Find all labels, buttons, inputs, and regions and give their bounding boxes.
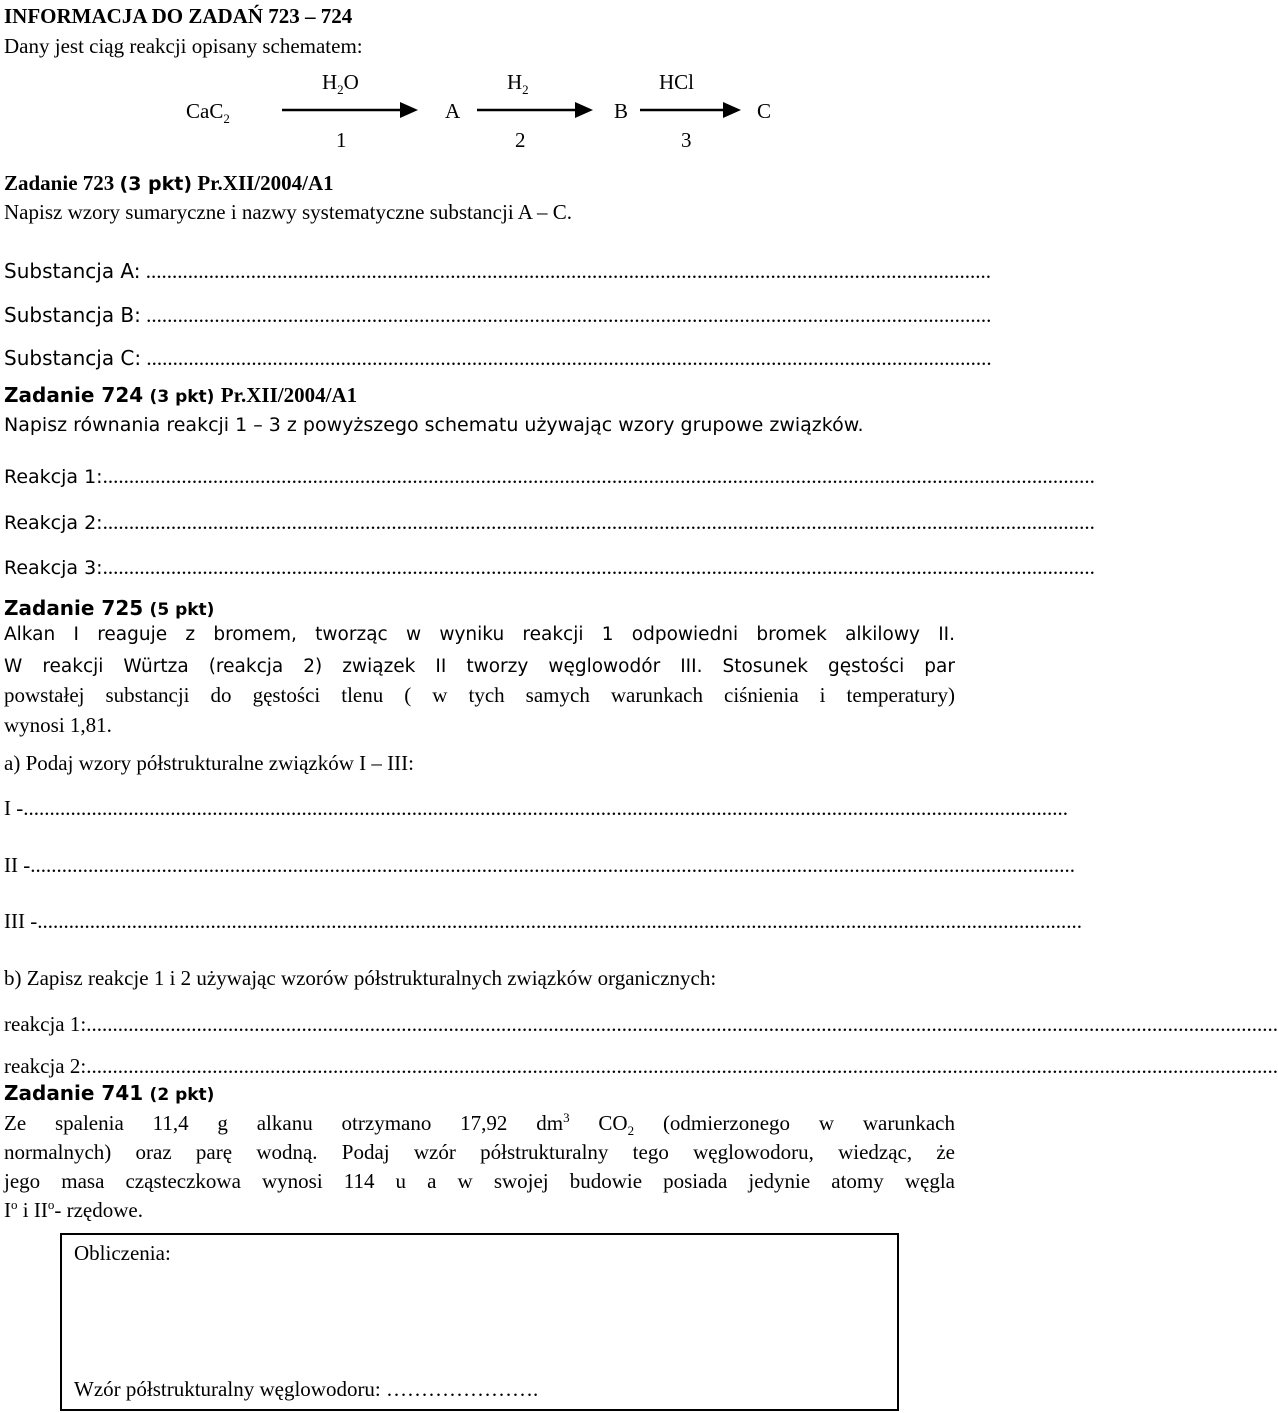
task725-part-b: b) Zapisz reakcje 1 i 2 używając wzorów półstrukturalnych związków organicznych: xyxy=(4,966,717,990)
answer-line[interactable]: Substancja B: ................................................................................................................................................................. xyxy=(4,303,992,327)
product-a: A xyxy=(445,99,461,123)
task741-line-3: jego masa cząsteczkowa wynosi 114 u a w swojej budowie posiada jedynie atomy węgla xyxy=(4,1169,955,1193)
step-1: 1 xyxy=(336,128,347,152)
product-c: C xyxy=(757,99,772,123)
arrow-1 xyxy=(282,102,418,118)
task741-line-4: $I^o$ i $II^o-$ rzędowe. xyxy=(4,1197,143,1222)
task741-line-1: Ze spalenia 11,4 g alkanu otrzymano 17,92 $dm^3$ $CO_2$ (odmierzonego w warunkach xyxy=(4,1110,955,1139)
answer-line[interactable]: Substancja A: ................................................................................................................................................................. xyxy=(4,259,991,283)
answer-line[interactable]: Reakcja 2:............................................................................................................................................................................................. xyxy=(4,510,1095,534)
info-intro: Dany jest ciąg reakcji opisany schematem: xyxy=(4,34,363,58)
box-label: Obliczenia: xyxy=(74,1241,171,1265)
task741-header: Zadanie 741 (2 pkt) xyxy=(4,1081,215,1105)
task724-prompt: Napisz równania reakcji 1 – 3 z powyższego schematu używając wzory grupowe związków. xyxy=(4,414,864,436)
answer-line[interactable]: Reakcja 1:............................................................................................................................................................................................. xyxy=(4,464,1095,488)
answer-line[interactable]: Reakcja 3:............................................................................................................................................................................................. xyxy=(4,555,1095,579)
step-3: 3 xyxy=(681,128,692,152)
task723-prompt: Napisz wzory sumaryczne i nazwy systematyczne substancji A – C. xyxy=(4,200,573,224)
task725-line-4: wynosi 1,81. xyxy=(4,713,112,737)
answer-line[interactable]: reakcja 2:................................................................................................................................................................................................................................... xyxy=(4,1054,1278,1078)
reagent-3: HCl xyxy=(659,70,695,94)
task725-line-1: Alkan I reaguje z bromem, tworząc w wyniku reakcji 1 odpowiedni bromek alkilowy II. xyxy=(4,624,955,645)
step-2: 2 xyxy=(515,128,526,152)
task725-line-3: powstałej substancji do gęstości tlenu ( w tych samych warunkach ciśnienia i temperatury) xyxy=(4,683,955,707)
answer-line[interactable]: Substancja C: ................................................................................................................................................................. xyxy=(4,346,992,370)
box-footer: Wzór półstrukturalny węglowodoru: …………………. xyxy=(74,1377,539,1401)
product-b: B xyxy=(614,99,629,123)
task725-line-2: W reakcji Würtza (reakcja 2) związek II tworzy węglowodór III. Stosunek gęstości par xyxy=(4,656,955,677)
answer-line[interactable]: reakcja 1:................................................................................................................................................................................................................................... xyxy=(4,1012,1278,1036)
scheme-arrows xyxy=(0,0,960,140)
reagent-1: $H_2O$ xyxy=(322,70,359,98)
task725-header: Zadanie 725 (5 pkt) xyxy=(4,596,215,620)
start-compound: CaC$_2$ xyxy=(186,99,230,127)
task723-header: Zadanie 723 (3 pkt) Pr.XII/2004/A1 xyxy=(4,171,334,195)
task724-header: Zadanie 724 (3 pkt) Pr.XII/2004/A1 xyxy=(4,383,358,407)
task725-part-a: a) Podaj wzory półstrukturalne związków I – III: xyxy=(4,751,414,775)
answer-line[interactable]: I -....................................................................................................................................................................................................... xyxy=(4,796,1068,820)
info-heading: INFORMACJA DO ZADAŃ 723 – 724 xyxy=(4,4,353,28)
reagent-2: $H_2$ xyxy=(507,70,529,98)
calculation-box[interactable] xyxy=(60,1233,899,1411)
arrow-3 xyxy=(640,102,741,118)
arrow-2 xyxy=(477,102,593,118)
task741-line-2: normalnych) oraz parę wodną. Podaj wzór półstrukturalny tego węglowodoru, wiedząc, że xyxy=(4,1140,955,1164)
answer-line[interactable]: II -....................................................................................................................................................................................................... xyxy=(4,853,1075,877)
answer-line[interactable]: III -....................................................................................................................................................................................................... xyxy=(4,909,1082,933)
